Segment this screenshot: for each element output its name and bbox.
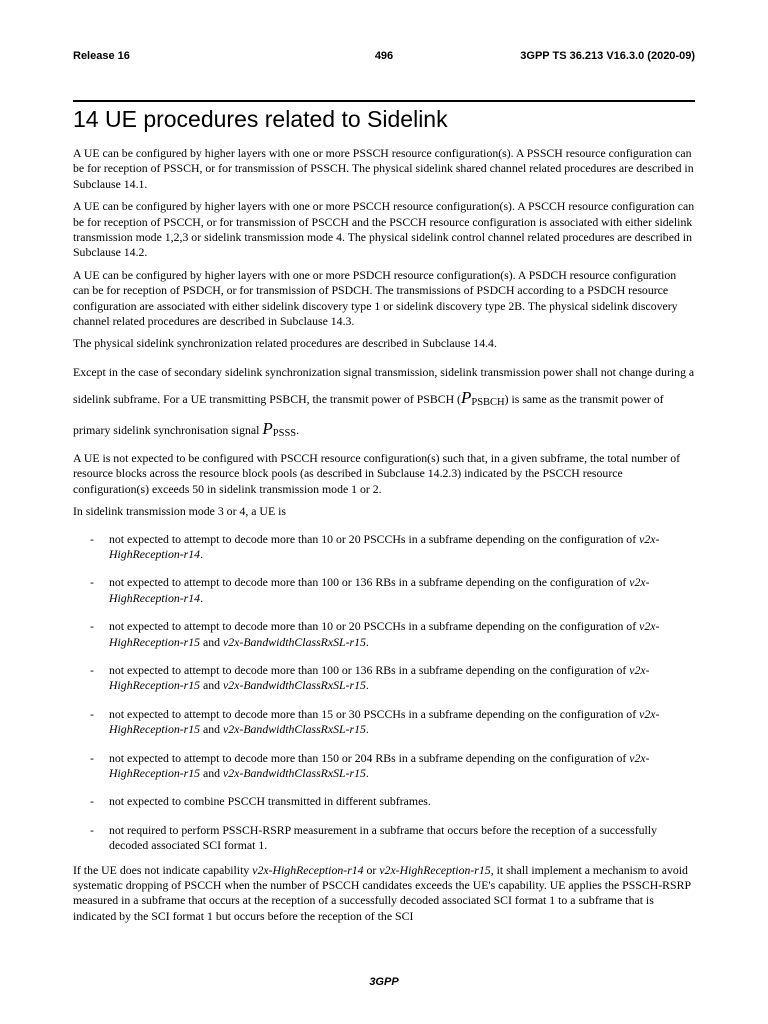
ue-capability-list (73, 532, 695, 854)
paragraph-power (73, 359, 695, 447)
page-header (73, 50, 695, 66)
page-number: 496 (374, 50, 394, 62)
psbch-power-symbol: $P_{PSBCH}$ (460, 387, 505, 408)
section-title: 14 UE procedures related to Sidelink (73, 106, 448, 132)
list-item: - not expected to combine PSCCH transmitted in different subframes. (90, 794, 431, 809)
list-item: - not expected to attempt to decode more than 15 or 30 PSCCHs in a subframe depending on the configuration of v2x-HighReception-r15 and v2x-BandwidthClassRxSL-r15. (90, 706, 660, 737)
paragraph-mode-intro: In sidelink transmission mode 3 or 4, a UE is (73, 504, 286, 519)
page-footer: 3GPP (369, 976, 399, 988)
paragraph-psdch: A UE can be configured by higher layers with one or more PSDCH resource configuration(s). A PSDCH resource configuration can be for reception of PSDCH, or for transmission of PSDCH. The transmissions of PSDCH according to a PSDCH resource configuration are associated with either sidelink discovery type 1 or sidelink discovery type 2B. The physical sidelink discovery channel related procedures are described in Subclause 14.3. (73, 267, 678, 329)
list-item: - not expected to attempt to decode more than 10 or 20 PSCCHs in a subframe depending on the configuration of v2x-HighReception-r14. (90, 531, 660, 561)
paragraph-pssch: A UE can be configured by higher layers with one or more PSSCH resource configuration(s). A PSSCH resource configuration can be for reception of PSSCH, or for transmission of PSSCH. The physical sidelink shared channel related procedures are described in Subclause 14.1. (73, 146, 694, 191)
list-item: - not expected to attempt to decode more than 150 or 204 RBs in a subframe depending on the configuration of v2x-HighReception-r15 and v2x-BandwidthClassRxSL-r15. (90, 750, 650, 780)
header-rule (73, 100, 695, 102)
power-text-a: Except in the case of secondary sidelink synchronization signal transmission, sidelink transmission power shall not change during a sidelink subframe. For a UE transmitting PSBCH, the transmit power of PSBCH ( (73, 364, 695, 406)
spec-identifier: 3GPP TS 36.213 V16.3.0 (2020-09) (520, 50, 695, 62)
list-item: - not expected to attempt to decode more than 100 or 136 RBs in a subframe depending on the configuration of v2x-HighReception-r15 and v2x-BandwidthClassRxSL-r15. (90, 662, 650, 693)
paragraph-pscch: A UE can be configured by higher layers with one or more PSCCH resource configuration(s). A PSCCH resource configuration can be for reception of PSCCH, or for transmission of PSCCH and the PSCCH resource configuration is associated with either sidelink transmission mode 1,2,3 or sidelink transmission mode 4. The physical sidelink control channel related procedures are described in Subclause 14.2. (73, 199, 695, 260)
power-text-c: . (296, 422, 300, 437)
list-item: - not required to perform PSSCH-RSRP measurement in a subframe that occurs before the reception of a successfully decoded associated SCI format 1. (90, 822, 657, 853)
list-item: - not expected to attempt to decode more than 100 or 136 RBs in a subframe depending on the configuration of v2x-HighReception-r14. (90, 575, 650, 605)
paragraph-capability: If the UE does not indicate capability v2x-HighReception-r14 or v2x-HighReception-r15, it shall implement a mechanism to avoid systematic dropping of PSCCH when the number of PSCCH candidates exceeds the UE's capability. UE applies the PSSCH-RSRP measured in a subframe that occurs at the reception of a successfully decoded associated SCI format 1 to a subframe that is indicated by the SCI format 1 but occurs before the reception of the SCI (73, 862, 691, 923)
power-text-b: ) is same as the transmit power of primary sidelink synchronisation signal (73, 391, 664, 437)
list-item: - not expected to attempt to decode more than 10 or 20 PSCCHs in a subframe depending on the configuration of v2x-HighReception-r15 and v2x-BandwidthClassRxSL-r15. (90, 619, 660, 649)
psss-power-symbol: $P_{PSSS}$ (262, 418, 297, 439)
release-label: Release 16 (73, 50, 130, 62)
section-body (73, 146, 695, 931)
paragraph-resource-limit: A UE is not expected to be configured with PSCCH resource configuration(s) such that, in a given subframe, the total number of resource blocks across the resource block pools (as described in Subclause 14.2.3) indicated by the PSCCH resource configuration(s) exceeds 50 in sidelink transmission mode 1 or 2. (73, 450, 681, 496)
paragraph-sync: The physical sidelink synchronization related procedures are described in Subclause 14.4. (73, 336, 497, 351)
